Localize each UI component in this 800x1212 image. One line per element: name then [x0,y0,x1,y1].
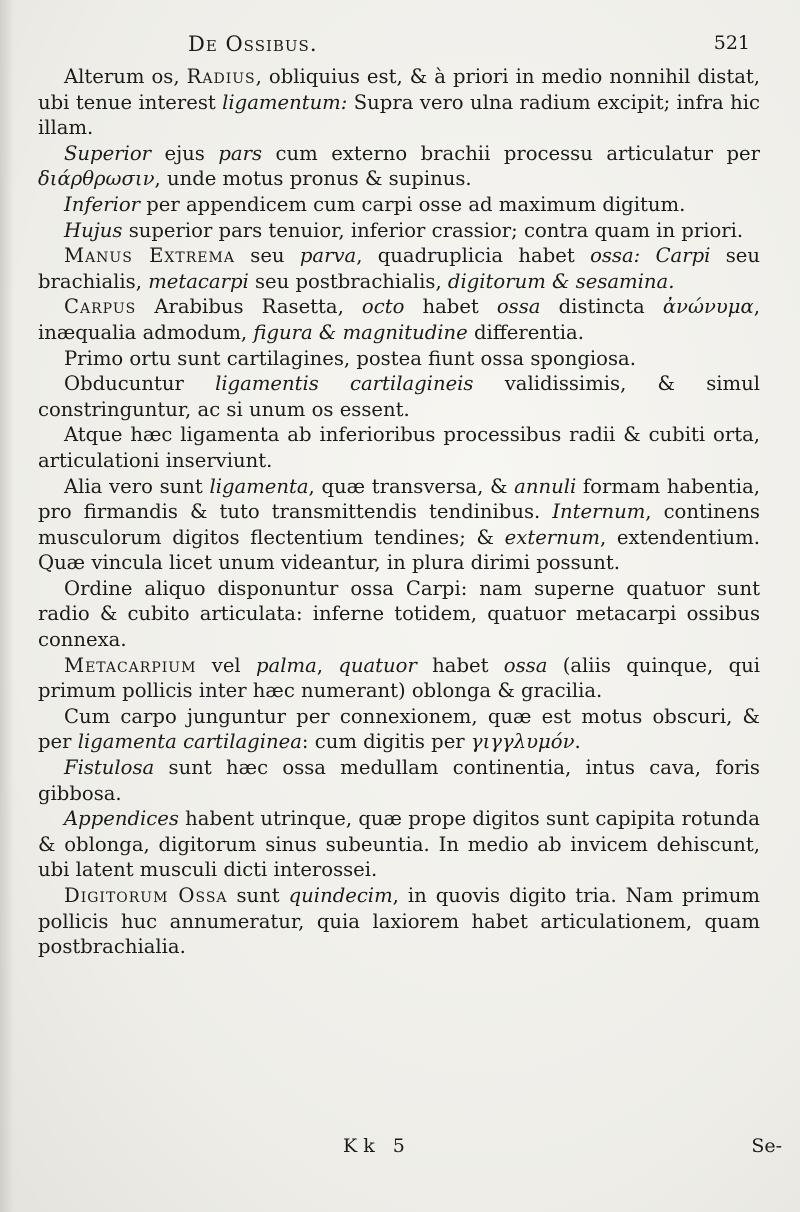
italic-run: ligamentis cartilagineis [215,372,474,396]
italic-run: διάρθρωσιν [38,167,155,191]
text-run: distincta [540,295,663,319]
text-run: cum externo brachii processu articulatur per [262,141,760,165]
page-gutter-shadow [0,0,14,1212]
running-title: De Ossibus. [188,32,318,56]
text-run: sunt [227,884,289,907]
body-text [38,64,760,960]
italic-run: Appendices [64,807,179,831]
text-run: differentia. [467,320,584,344]
text-run: Arabibus Rasetta, [136,295,362,319]
italic-run: ossa: Carpi [590,244,711,268]
paragraph [38,704,760,755]
text-run: (aliis quinque, qui primum pollicis inter hæc numerant) oblonga & gracilia. [38,653,760,703]
italic-run: metacarpi [148,269,249,293]
text-run: validissimis, & simul constringuntur, ac si unum os essent. [38,372,760,421]
text-run: superior pars tenuior, inferior crassior; contra quam in priori. [122,218,744,242]
text-run: , unde motus pronus & supinus. [154,167,472,191]
italic-run: ligamenta cartilaginea [77,730,302,754]
paragraph [38,806,760,883]
italic-run: ἀνώνυμα [662,295,754,319]
small-caps-run: Manus Extrema [64,244,235,268]
paragraph [38,243,760,294]
text-run: , obliquius est, & à priori in medio nonnihil distat, ubi tenue interest [38,65,760,114]
italic-run: quatuor [338,653,417,677]
italic-run: ligamentum: [222,90,348,114]
text-run: Cum carpo junguntur per connexionem, quæ est motus obscuri, & per [38,704,760,754]
paragraph [38,371,760,422]
text-run: , quadruplicia habet [356,244,591,268]
paragraph [38,192,760,218]
italic-run: ossa [496,295,541,319]
paragraph [38,294,760,345]
paragraph [38,755,760,806]
text-run: habent utrinque, quæ prope digitos sunt capipita rotunda & oblonga, digitorum sinus subeuntia. In medio ab invicem dehiscunt, ubi latent musculi dicti interossei. [38,807,760,882]
text-run: Alterum os, [64,65,187,88]
text-run: Alia vero sunt [64,474,210,498]
italic-run: palma [256,653,317,677]
text-run: Primo ortu sunt cartilagines, postea fiunt ossa spongiosa. [64,346,636,370]
text-run: vel [196,653,256,677]
signature-mark: Kk 5 [343,1135,411,1157]
paragraph [38,141,760,192]
small-caps-run: Digitorum Ossa [64,884,228,907]
italic-run: quindecim [288,884,393,907]
paragraph [38,64,760,141]
page-header [38,30,760,64]
paragraph [38,474,760,576]
text-run: , [316,653,339,677]
text-run: : cum digitis per [301,730,471,754]
italic-run: pars [218,141,263,165]
paragraph [38,883,760,960]
italic-run: parva [299,244,357,268]
italic-run: figura & magnitudine [253,320,468,344]
paragraph [38,422,760,473]
text-run: sunt hæc ossa medullam continentia, intus cava, foris gibbosa. [38,756,760,805]
italic-run: annuli [514,474,577,498]
text-run: Obducuntur [64,372,216,396]
text-run: , quæ transversa, & [308,474,515,498]
text-run: habet [404,295,497,319]
text-run: per appendicem cum carpi osse ad maximum digitum. [140,192,686,216]
italic-run: externum [504,525,600,549]
italic-run: Internum [552,500,646,524]
text-run: ejus [150,141,219,165]
paragraph [38,576,760,653]
italic-run: ossa [503,653,548,677]
italic-run: γιγγλυμόν [470,730,575,754]
text-run: seu postbrachialis, [248,269,448,293]
italic-run: Fistulosa [64,756,155,780]
text-run: formam habentia, pro firmandis & tuto transmittendis tendinibus. [38,474,760,524]
text-run: . [574,730,581,754]
paragraph [38,653,760,704]
italic-run: digitorum & sesamina. [447,269,675,293]
text-run: , extendentium. Quæ vincula licet unum videantur, in plura dirimi possunt. [38,525,760,575]
text-run: seu [234,244,300,268]
text-run: Atque hæc ligamenta ab inferioribus processibus radii & cubiti orta, articulationi inserviunt. [38,423,760,472]
paragraph [38,218,760,244]
small-caps-run: Carpus [64,295,137,319]
text-run: , continens musculorum digitos flectentium tendines; & [38,500,760,549]
page-footer [0,1135,800,1165]
text-run: Ordine aliquo disponuntur ossa Carpi: nam superne quatuor sunt radio & cubito articulata: inferne totidem, quatuor metacarpi ossibus connexa. [38,576,760,652]
text-run: , inæqualia admodum, [38,295,760,344]
text-run: Supra vero ulna radium excipit; infra hic illam. [38,90,760,140]
paragraph [38,346,760,372]
text-run: seu brachialis, [38,244,761,293]
small-caps-run: Metacarpium [64,653,197,677]
italic-run: Inferior [64,192,141,216]
page-number: 521 [713,32,750,54]
italic-run: ligamenta [209,474,309,498]
italic-run: Hujus [64,218,123,242]
catchword: Se- [751,1135,782,1157]
small-caps-run: Radius [186,65,256,88]
text-run: , in quovis digito tria. Nam primum pollicis huc annumeratur, quia laxiorem habet articulationem, quam postbrachialia. [38,884,760,959]
italic-run: octo [361,295,405,319]
text-run: habet [416,653,504,677]
italic-run: Superior [64,141,151,165]
